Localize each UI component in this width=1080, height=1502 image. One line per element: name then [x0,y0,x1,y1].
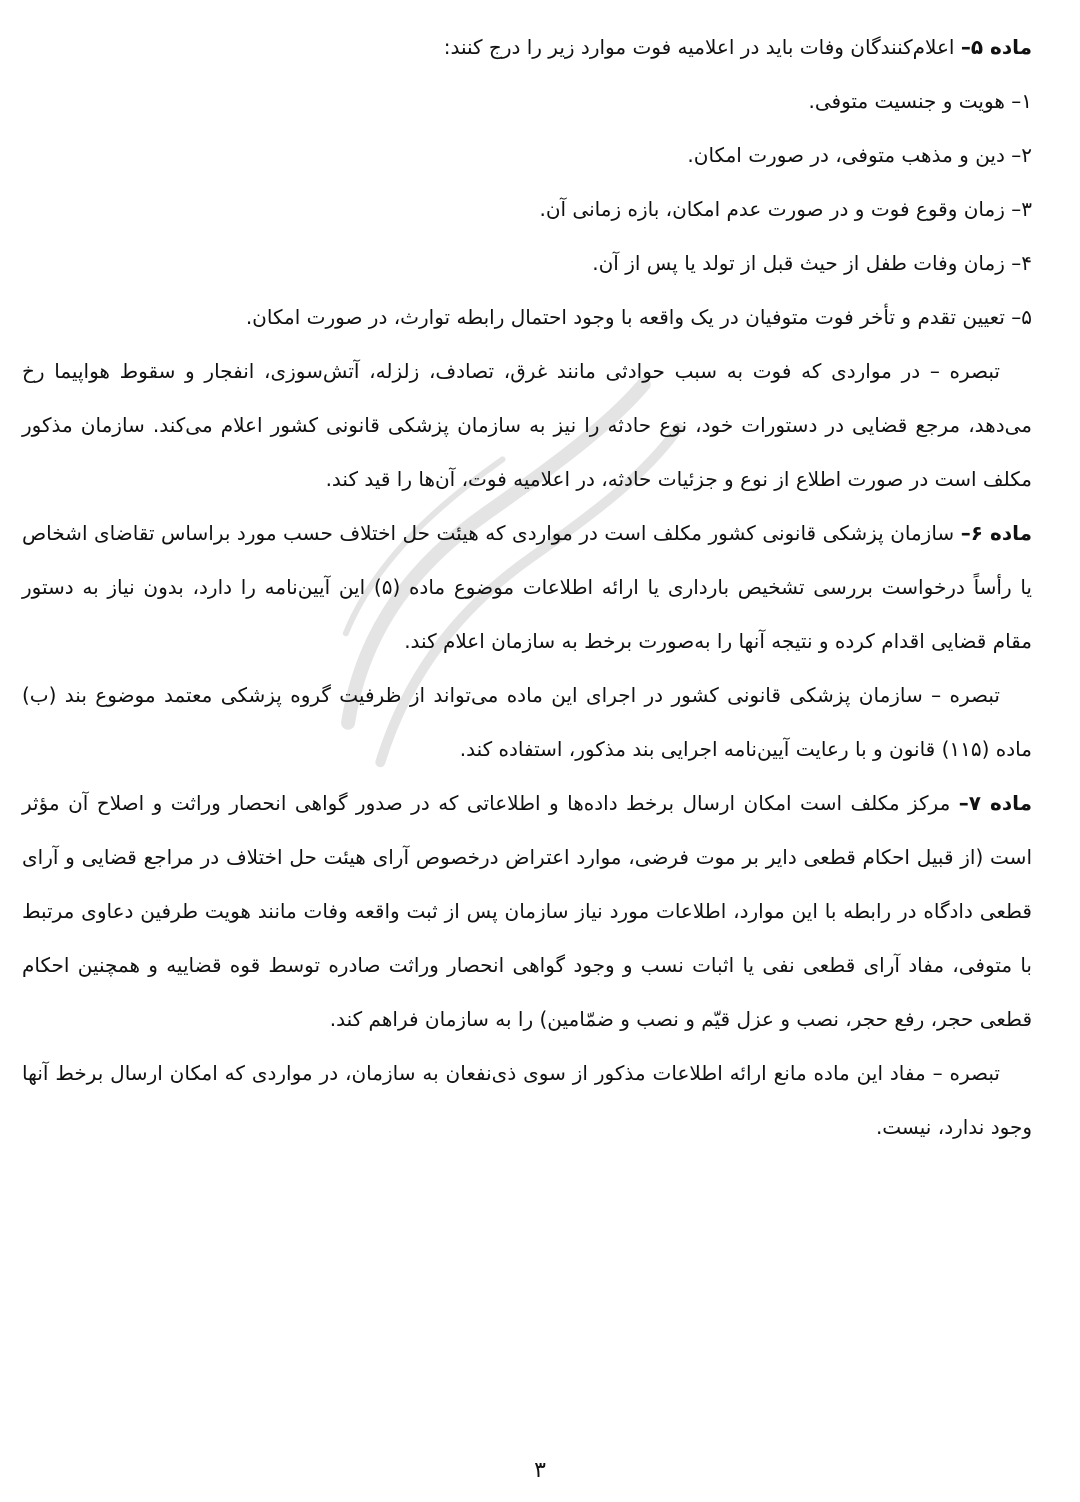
article-5-item-2 [22,128,1032,182]
article-5-item-4 [22,236,1032,290]
item-text: ۲– دین و مذهب متوفی، در صورت امکان. [687,143,1032,167]
item-text: ۵– تعیین تقدم و تأخر فوت متوفیان در یک واقعه با وجود احتمال رابطه توارث، در صورت امکان. [245,305,1032,329]
article-5-item-3 [22,182,1032,236]
page-number: ۳ [534,1458,546,1483]
item-text: ۳– زمان وقوع فوت و در صورت عدم امکان، بازه زمانی آن. [539,197,1032,221]
document-page [22,20,1032,1154]
article-7-body: مرکز مکلف است امکان ارسال برخط داده‌ها و اطلاعاتی که در صدور گواهی انحصار وراثت و اصلاح آن مؤثر است (از قبیل احکام قطعی دایر بر موت فرضی، موارد اعتراض درخصوص آرای هیئت حل اختلاف در مراجع قضایی و آرای قطعی دادگاه در رابطه با این موارد، اطلاعات مورد نیاز سازمان پس از ثبت واقعه وفات مانند هویت طرفین دعاوی مرتبط با متوفی، مفاد آرای قطعی نفی یا اثبات نسب و وجود گواهی انحصار وراثت صادره توسط قوه قضاییه و همچنین احکام قطعی حجر، رفع حجر، نصب و عزل قیّم و نصب و ضمّامین) را به سازمان فراهم کند. [22,791,1032,1031]
article-6-body: سازمان پزشکی قانونی کشور مکلف است در مواردی که هیئت حل اختلاف حسب مورد براساس تقاضای اشخاص یا رأساً درخواست بررسی تشخیص بارداری یا ارائه اطلاعات موضوع ماده (۵) این آیین‌نامه را دارد، بدون نیاز به دستور مقام قضایی اقدام کرده و نتیجه آنها را به‌صورت برخط به سازمان اعلام کند. [22,521,1032,653]
item-text: ۴– زمان وفات طفل از حیث قبل از تولد یا پس از آن. [592,251,1032,275]
item-text: ۱– هویت و جنسیت متوفی. [808,89,1032,113]
article-5-note [22,344,1032,506]
note-text: تبصره – در مواردی که فوت به سبب حوادثی مانند غرق، تصادف، زلزله، آتش‌سوزی، انفجار و سقوط هواپیما رخ می‌دهد، مرجع قضایی در دستورات خود، نوع حادثه را نیز به سازمان پزشکی قانونی کشور اعلام می‌کند. سازمان مذکور مکلف است در صورت اطلاع از نوع و جزئیات حادثه، در اعلامیه فوت، آن‌ها را قید کند. [22,359,1032,491]
article-5-title: ماده ۵– [960,35,1032,59]
article-7-title: ماده ۷– [958,791,1032,815]
article-5 [22,20,1032,74]
article-6-note [22,668,1032,776]
article-7-note [22,1046,1032,1154]
article-6 [22,506,1032,668]
article-6-title: ماده ۶– [960,521,1033,545]
note-text: تبصره – سازمان پزشکی قانونی کشور در اجرای این ماده می‌تواند از ظرفیت گروه پزشکی معتمد موضوع بند (ب) ماده (۱۱۵) قانون و با رعایت آیین‌نامه اجرایی بند مذکور، استفاده کند. [22,683,1032,761]
note-text: تبصره – مفاد این ماده مانع ارائه اطلاعات مذکور از سوی ذی‌نفعان به سازمان، در مواردی که امکان ارسال برخط آنها وجود ندارد، نیست. [22,1061,1032,1139]
article-5-intro: اعلام‌کنندگان وفات باید در اعلامیه فوت موارد زیر را درج کنند: [443,35,955,59]
article-5-item-5 [22,290,1032,344]
article-5-item-1 [22,74,1032,128]
article-7 [22,776,1032,1046]
